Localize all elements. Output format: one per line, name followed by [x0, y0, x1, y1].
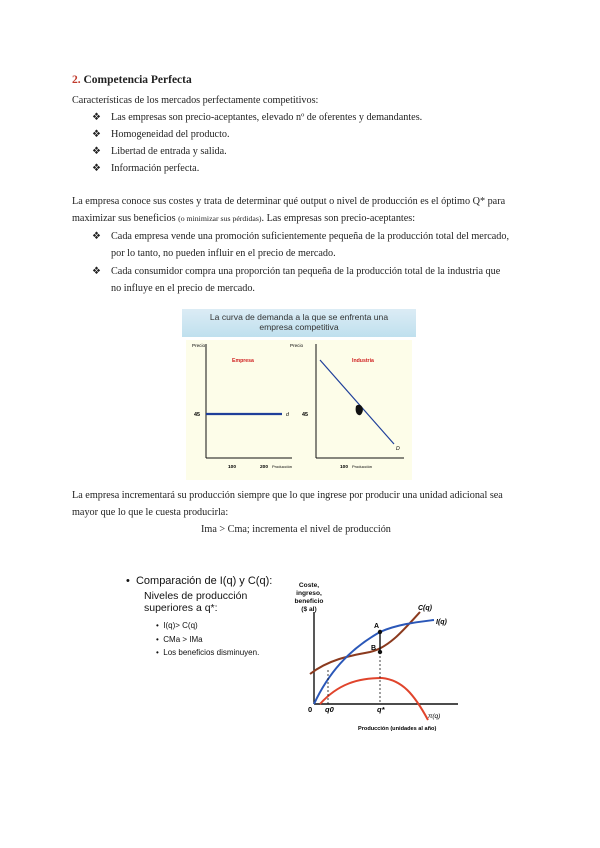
left-panel-title: Empresa [232, 358, 254, 364]
left-price-label: 45 [194, 412, 200, 418]
figure2-bullet-title: • Comparación de I(q) y C(q): [126, 575, 273, 587]
figure-body [186, 340, 412, 480]
cost-curve [310, 612, 420, 674]
diamond-bullet-icon: ❖ [92, 129, 101, 140]
paragraph-line: maximizar sus beneficios (o minimizar sus pérdidas). Las empresas son precio-aceptantes: [72, 213, 416, 224]
list-item: ❖ Cada consumidor compra una proporción tan pequeña de la producción total de la industria que [111, 263, 500, 281]
intro-text: Características de los mercados perfectamente competitivos: [72, 95, 319, 106]
diamond-bullet-icon: ❖ [92, 146, 101, 157]
paragraph-line: mayor que lo que le cuesta producirla: [72, 507, 229, 518]
left-ylabel: Precio [192, 343, 206, 348]
equilibrium-point [356, 405, 363, 416]
left-tick-100: 100 [228, 465, 237, 470]
section-number: 2. [72, 74, 81, 86]
left-xlabel: Producción [272, 464, 293, 469]
right-tick-100: 100 [340, 465, 349, 470]
right-panel-title: Industria [352, 358, 374, 364]
label-profit: π(q) [428, 713, 441, 720]
label-q0: q0 [325, 705, 334, 714]
figure2-subtitle: Niveles de producción superiores a q*: [144, 590, 248, 614]
formula-line: Ima > Cma; incrementa el nivel de producción [201, 524, 391, 535]
revenue-cost-svg [298, 605, 478, 736]
paragraph-line: La empresa conoce sus costes y trata de determinar qué output o nivel de producción es el óptimo Q* para [72, 196, 506, 207]
list-item: ❖ Cada empresa vende una promoción suficientemente pequeña de la producción total del mercado, [111, 228, 509, 246]
revenue-cost-figure [118, 552, 480, 738]
demand-curve-figure [182, 309, 416, 481]
right-price-label: 45 [302, 412, 308, 418]
point-a [378, 630, 382, 634]
x-axis-label: Producción (unidades al año) [358, 726, 437, 732]
profit-curve [320, 678, 428, 720]
feature-item: ❖ Información perfecta. [111, 160, 199, 178]
industry-demand-line [320, 360, 394, 444]
left-curve-label: d [286, 412, 289, 418]
feature-item: ❖ Libertad de entrada y salida. [111, 143, 227, 161]
label-cq: C(q) [418, 605, 432, 612]
label-iq: I(q) [436, 619, 447, 626]
label-b: B [371, 645, 377, 652]
paragraph-line: La empresa incrementará su producción siempre que lo que ingrese por producir una unidad adicional sea [72, 490, 503, 501]
section-heading [72, 74, 192, 86]
list-item-continuation: por lo tanto, no pueden influir en el precio de mercado. [111, 248, 336, 259]
left-tick-200: 200 [260, 465, 269, 470]
list-item-continuation: no influye en el precio de mercado. [111, 283, 255, 294]
section-title: Competencia Perfecta [83, 74, 192, 86]
right-ylabel: Precio [290, 343, 304, 348]
list-item: • CMa > IMa [156, 634, 203, 644]
feature-item: ❖ Homogeneidad del producto. [111, 126, 230, 144]
label-qstar: q* [377, 705, 385, 714]
list-item: • Los beneficios disminuyen. [156, 648, 260, 657]
diamond-bullet-icon: ❖ [92, 266, 101, 277]
label-a: A [374, 623, 380, 630]
figure2-ylabel: Coste, ingreso, beneficio ($ al) [294, 582, 324, 613]
figure2-items [156, 619, 259, 660]
demand-curves-svg [186, 340, 412, 480]
label-origin: 0 [308, 705, 313, 714]
point-b [378, 650, 382, 654]
diamond-bullet-icon: ❖ [92, 112, 101, 123]
list-item: • I(q)> C(q) [156, 621, 198, 630]
figure-title: La curva de demanda a la que se enfrenta una empresa competitiva [209, 312, 389, 332]
diamond-bullet-icon: ❖ [92, 163, 101, 174]
right-xlabel: Producción [352, 464, 373, 469]
right-curve-label: D [396, 446, 400, 452]
diamond-bullet-icon: ❖ [92, 231, 101, 242]
feature-item: ❖ Las empresas son precio-aceptantes, elevado nº de oferentes y demandantes. [111, 109, 422, 127]
